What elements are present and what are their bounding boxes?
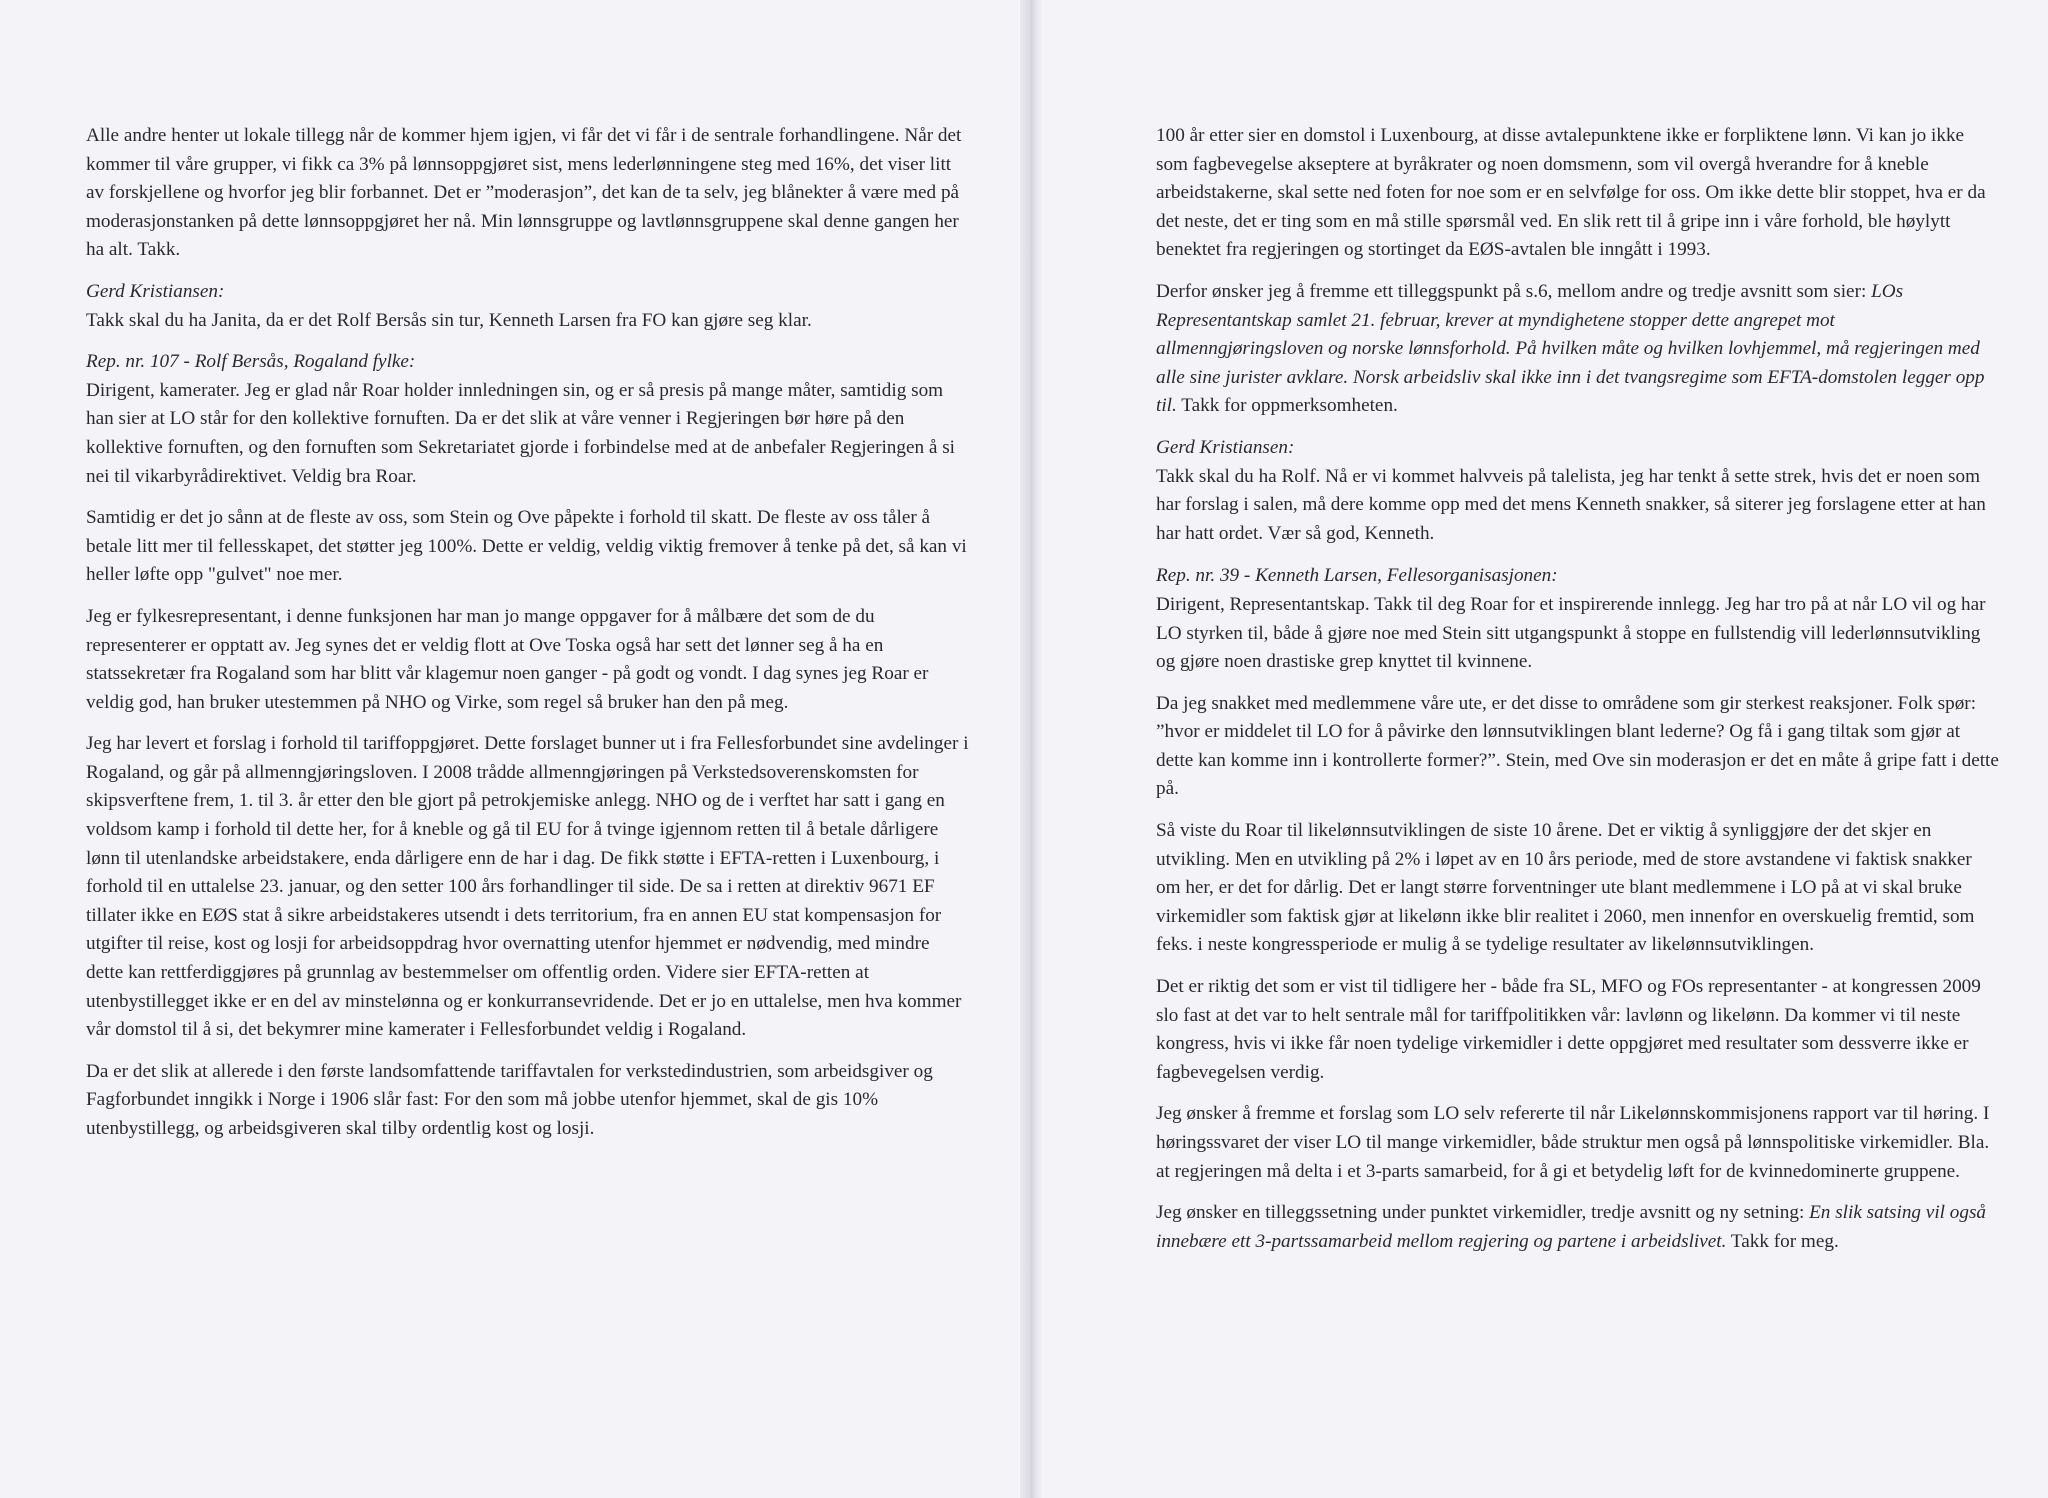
right-page-text bbox=[1156, 122, 2000, 1269]
quoted-proposal: En slik satsing vil også innebære ett 3-partssamarbeid mellom regjering og partene i arbeidslivet. bbox=[1156, 1202, 1987, 1252]
paragraph: Dirigent, Representantskap. Takk til deg Roar for et inspirerende innlegg. Jeg har tro på at når LO vil og har LO styrken til, både å gjøre noe med Stein sitt utgangspunkt å stoppe en fullstendig vill lederlønnsutvikling og gjøre noen drastiske grep knyttet til kvinnene. bbox=[1156, 593, 1986, 673]
paragraph-closing: Takk for oppmerksomheten. bbox=[1176, 395, 1398, 417]
paragraph: Da er det slik at allerede i den første landsomfattende tariffavtalen for verkstedindustrien, som arbeidsgiver og Fagforbundet inngikk i Norge i 1906 slår fast: For den som må jobbe utenfor hjemmet, skal de gis 10% utenbystillegg, og arbeidsgiveren skal tilby ordentlig kost og losji. bbox=[86, 1060, 933, 1139]
paragraph-text: Derfor ønsker jeg å fremme ett tilleggspunkt på s.6, mellom andre og tredje avsnitt som sier: bbox=[1156, 280, 1872, 302]
paragraph: Jeg har levert et forslag i forhold til tariffoppgjøret. Dette forslaget bunner ut i fra Fellesforbundet sine avdelinger i Rogaland, og går på allmenngjøringsloven. I 2008 trådde allmenngjøringen på Verkstedsoverenskomsten for skipsverftene frem, 1. til 3. år etter den ble gjort på petrokjemiske anlegg. NHO og de i verftet har satt i gang en voldsom kamp i forhold til dette her, for å kneble og gå til EU for å tvinge igjennom retten til å betale dårligere lønn til utenlandske arbeidstakere, enda dårligere enn de har i dag. De fikk støtte i EFTA-retten i Luxenbourg, i forhold til en uttalelse 23. januar, og den setter 100 års forhandlinger til side. De sa i retten at direktiv 9671 EF tillater ikke en EØS stat å sikre arbeidstakeres utsendt i dets territorium, fra en annen EU stat kompensasjon for utgifter til reise, kost og losji for arbeidsoppdrag hvor overnatting utenfor hjemmet er nødvendig, med mindre dette kan rettferdiggjøres på grunnlag av bestemmelser om offentlig orden. Videre sier EFTA-retten at utenbystillegget ikke er en del av minstelønna og er konkurransevridende. Det er jo en uttalelse, men hva kommer vår domstol til å si, det bekymrer mine kamerater i Fellesforbundet veldig i Rogaland. bbox=[86, 733, 969, 1041]
paragraph bbox=[1156, 278, 2000, 421]
paragraph-closing: Takk for meg. bbox=[1726, 1230, 1839, 1252]
paragraph: 100 år etter sier en domstol i Luxenbourg, at disse avtalepunktene ikke er forpliktene lønn. Vi kan jo ikke som fagbevegelse akseptere at byråkrater og noen domsmenn, som vil overgå hverandre for å kneble arbeidstakerne, skal sette ned foten for noe som er en selvfølge for oss. Om ikke dette blir stoppet, hva er da det neste, det er ting som en må stille spørsmål ved. En slik rett til å gripe inn i våre forhold, ble høylytt benektet fra regjeringen og stortinget da EØS-avtalen ble inngått i 1993. bbox=[1156, 125, 1986, 261]
paragraph bbox=[1156, 1199, 2000, 1256]
paragraph: Jeg er fylkesrepresentant, i denne funksjonen har man jo mange oppgaver for å målbære det som de du representerer er opptatt av. Jeg synes det er veldig flott at Ove Toska også har sett det lønner seg å ha en statssekretær fra Rogaland som har blitt vår klagemur noen ganger - på godt og vondt. I dag synes jeg Roar er veldig god, han bruker utestemmen på NHO og Virke, som regel så bruker han den på meg. bbox=[86, 605, 929, 713]
paragraph: Det er riktig det som er vist til tidligere her - både fra SL, MFO og FOs representanter - at kongressen 2009 slo fast at det var to helt sentrale mål for tariffpolitikken vår: lavlønn og likelønn. Da kommer vi til neste kongress, hvis vi ikke får noen tydelige virkemidler i dette oppgjøret med resultater som dessverre ikke er fagbevegelsen verdig. bbox=[1156, 976, 1981, 1083]
quoted-proposal: LOs Representantskap samlet 21. februar, krever at myndighetene stopper dette angrepet mot allmenngjøringsloven og norske lønnsforhold. På hvilken måte og hvilken lovhjemmel, må regjeringen med alle sine jurister avklare. Norsk arbeidsliv skal ikke inn i det tvangsregime som EFTA-domstolen legger opp til. bbox=[1156, 280, 1985, 417]
paragraph: Så viste du Roar til likelønnsutviklingen de siste 10 årene. Det er viktig å synliggjøre der det skjer en utvikling. Men en utvikling på 2% i løpet av en 10 års periode, med de store avstandene vi faktisk snakker om her, er det for dårlig. Det er langt større forventninger ute blant medlemmene i LO på at vi skal bruke virkemidler som faktisk gjør at likelønn ikke blir realitet i 2060, men innenfor en overskuelig fremtid, som feks. i neste kongressperiode er mulig å se tydelige resultater av likelønnsutviklingen. bbox=[1156, 820, 1975, 956]
left-page-text bbox=[86, 122, 970, 1157]
paragraph: Dirigent, kamerater. Jeg er glad når Roar holder innledningen sin, og er så presis på mange måter, samtidig som han sier at LO står for den kollektive fornuften. Da er det slik at våre venner i Regjeringen bør høre på den kollektive fornuften, og den fornuften som Sekretariatet gjorde i forbindelse med at de anbefaler Regjeringen å si nei til vikarbyrådirektivet. Veldig bra Roar. bbox=[86, 379, 955, 487]
paragraph: Da jeg snakket med medlemmene våre ute, er det disse to områdene som gir sterkest reaksjoner. Folk spør: ”hvor er middelet til LO for å påvirke den lønnsutviklingen blant lederne? Og få i gang tiltak som gjør at dette kan komme inn i kontrollerte former?”. Stein, med Ove sin moderasjon er det en måte å gripe fatt i dette på. bbox=[1156, 692, 1999, 800]
speaker-label: Gerd Kristiansen: bbox=[1156, 436, 1295, 458]
speaker-label: Rep. nr. 39 - Kenneth Larsen, Fellesorganisasjonen: bbox=[1156, 565, 1558, 587]
speaker-label: Gerd Kristiansen: bbox=[86, 280, 225, 302]
paragraph: Alle andre henter ut lokale tillegg når de kommer hjem igjen, vi får det vi får i de sentrale forhandlingene. Når det kommer til våre grupper, vi fikk ca 3% på lønnsoppgjøret sist, mens lederlønningene steg med 16%, det viser litt av forskjellene og hvorfor jeg blir forbannet. Det er ”moderasjon”, det kan de ta selv, jeg blånekter å være med på moderasjonstanken på dette lønnsoppgjøret her nå. Min lønnsgruppe og lavtlønnsgruppene skal denne gangen her ha alt. Takk. bbox=[86, 125, 962, 261]
paragraph: Samtidig er det jo sånn at de fleste av oss, som Stein og Ove påpekte i forhold til skatt. De fleste av oss tåler å betale litt mer til fellesskapet, det støtter jeg 100%. Dette er veldig, veldig viktig fremover å tenke på det, så kan vi heller løfte opp "gulvet" noe mer. bbox=[86, 507, 967, 586]
paragraph-text: Jeg ønsker en tilleggssetning under punktet virkemidler, tredje avsnitt og ny setning: bbox=[1156, 1202, 1810, 1224]
speaker-label: Rep. nr. 107 - Rolf Bersås, Rogaland fylke: bbox=[86, 351, 416, 373]
right-page bbox=[1032, 0, 2048, 1498]
book-gutter bbox=[1020, 0, 1042, 1498]
paragraph: Jeg ønsker å fremme et forslag som LO selv refererte til når Likelønnskommisjonens rapport var til høring. I høringssvaret der viser LO til mange virkemidler, både struktur men også på lønnspolitiske virkemidler. Bla. at regjeringen må delta i et 3-parts samarbeid, for å gi et betydelig løft for de kvinnedominerte gruppene. bbox=[1156, 1103, 1990, 1182]
paragraph: Takk skal du ha Rolf. Nå er vi kommet halvveis på talelista, jeg har tenkt å sette strek, hvis det er noen som har forslag i salen, må dere komme opp med det mens Kenneth snakker, så siterer jeg forslagene etter at han har hatt ordet. Vær så god, Kenneth. bbox=[1156, 465, 1986, 544]
paragraph: Takk skal du ha Janita, da er det Rolf Bersås sin tur, Kenneth Larsen fra FO kan gjøre seg klar. bbox=[86, 309, 812, 331]
